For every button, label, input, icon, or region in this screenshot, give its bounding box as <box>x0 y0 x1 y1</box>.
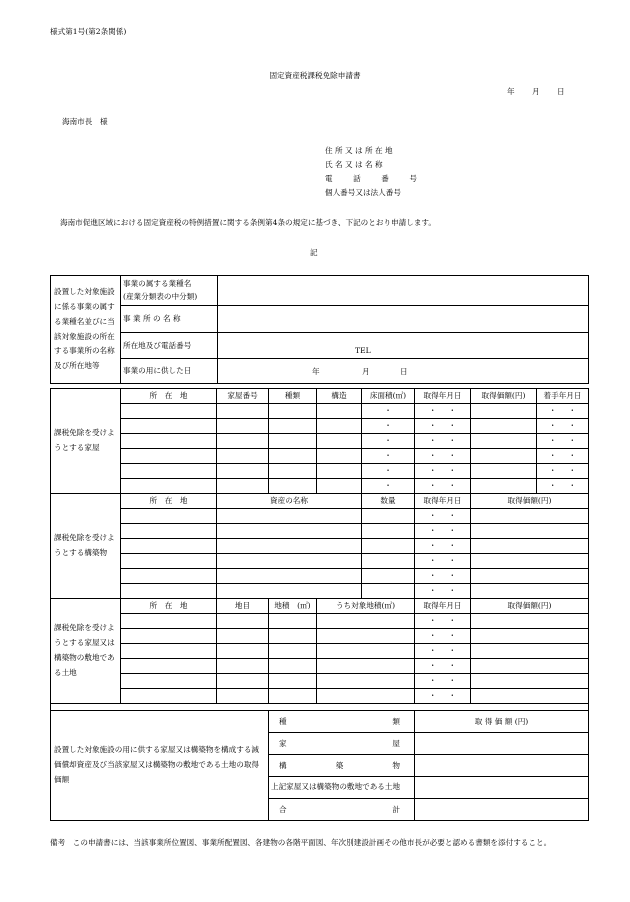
office-name-label: 事 業 所 の 名 称 <box>121 306 218 333</box>
date-year: 年 <box>507 87 515 96</box>
table-row: ・ ・ <box>51 674 589 689</box>
summary-structure-label: 構 築 物 <box>269 755 415 777</box>
service-date-label: 事業の用に供した日 <box>121 359 218 384</box>
service-month: 月 <box>362 367 370 376</box>
service-year: 年 <box>312 367 320 376</box>
location-phone-field[interactable] <box>218 333 589 359</box>
structures-header-quantity: 数量 <box>362 494 415 509</box>
houses-side-label: 課税免除を受けようとする家屋 <box>51 389 121 494</box>
facility-side-label: 設置した対象施設に係る事業の属する業種名並びに当該対象施設の所在する事業所の名称及び所在地等 <box>51 276 121 384</box>
table-row: ・ ・ ・ ・ ・ <box>51 449 589 464</box>
industry-label: 事業の属する業種名 (産業分類表の中分類) <box>121 276 218 306</box>
houses-header-floor-area: 床面積(㎡) <box>362 389 415 404</box>
location-phone-label: 所在地及び電話番号 <box>121 333 218 359</box>
summary-land-price[interactable] <box>415 777 589 799</box>
remarks: 備考 この申請書には、当該事業所位置図、事業所配置図、各建物の各階平面図、年次別建設計画その他市長が必要と認める書類を添付すること。 <box>50 838 552 847</box>
addressee: 海南市長 様 <box>62 117 108 126</box>
houses-header-kind: 種類 <box>269 389 317 404</box>
table-row: ・ ・ <box>51 644 589 659</box>
table-row: ・ ・ ・ ・ ・ <box>51 464 589 479</box>
applicant-id-label: 個人番号又は法人番号 <box>325 188 401 197</box>
applicant-phone-label: 電 話 番 号 <box>325 174 417 183</box>
structures-header-location: 所 在 地 <box>121 494 217 509</box>
date-day: 日 <box>557 87 565 96</box>
structures-header-acq-date: 取得年月日 <box>415 494 471 509</box>
intro-text: 海南市促進区域における固定資産税の特例措置に関する条例第4条の規定に基づき、下記のとおり申請します。 <box>60 218 437 227</box>
office-name-field[interactable] <box>218 306 589 333</box>
summary-structure-price[interactable] <box>415 755 589 777</box>
land-header-acq-date: 取得年月日 <box>415 599 471 614</box>
table-row: ・ ・ ・ ・ ・ <box>51 479 589 494</box>
spacer-row <box>51 704 589 711</box>
table-row: ・ ・ ・ ・ ・ <box>51 404 589 419</box>
land-header-acq-price: 取得価額(円) <box>471 599 589 614</box>
asset-table <box>50 388 589 821</box>
summary-house-label: 家 屋 <box>269 733 415 755</box>
facility-table <box>50 275 589 384</box>
table-row: ・ ・ <box>51 509 589 524</box>
industry-field[interactable] <box>218 276 589 306</box>
houses-header-acq-date: 取得年月日 <box>415 389 471 404</box>
summary-header-type: 種 類 <box>269 711 415 733</box>
houses-header-location: 所 在 地 <box>121 389 217 404</box>
table-row: ・ ・ <box>51 659 589 674</box>
service-date-field[interactable] <box>218 359 589 384</box>
table-row: ・ ・ <box>51 554 589 569</box>
summary-side-label: 設置した対象施設の用に供する家屋又は構築物を構成する減価償却資産及び当該家屋又は構築物の敷地である土地の取得価額 <box>51 711 269 821</box>
houses-header-number: 家屋番号 <box>217 389 269 404</box>
table-row: ・ ・ ・ ・ ・ <box>51 419 589 434</box>
applicant-name-label: 氏 名 又 は 名 称 <box>325 160 383 169</box>
houses-header-acq-price: 取得価額(円) <box>471 389 537 404</box>
structures-header-asset-name: 資産の名称 <box>217 494 362 509</box>
land-side-label: 課税免除を受けようとする家屋又は構築物の敷地である土地 <box>51 599 121 704</box>
structures-side-label: 課税免除を受けようとする構築物 <box>51 494 121 599</box>
service-day: 日 <box>400 367 408 376</box>
summary-total-price[interactable] <box>415 799 589 821</box>
summary-total-label: 合 計 <box>269 799 415 821</box>
summary-header-price: 取 得 価 額 (円) <box>415 711 589 733</box>
land-header-area: 地積 (㎡) <box>269 599 317 614</box>
summary-land-label: 上記家屋又は構築物の敷地である土地 <box>269 777 415 799</box>
land-header-location: 所 在 地 <box>121 599 217 614</box>
table-row: ・ ・ <box>51 629 589 644</box>
tel-label: TEL <box>355 346 371 355</box>
form-number: 様式第1号(第2条関係) <box>50 27 127 36</box>
table-row: ・ ・ <box>51 524 589 539</box>
table-row: ・ ・ <box>51 539 589 554</box>
table-row: ・ ・ <box>51 614 589 629</box>
table-row: ・ ・ <box>51 689 589 704</box>
applicant-address-label: 住 所 又 は 所 在 地 <box>325 146 393 155</box>
table-row: ・ ・ ・ ・ ・ <box>51 434 589 449</box>
land-header-category: 地目 <box>217 599 269 614</box>
date-month: 月 <box>532 87 540 96</box>
table-row: ・ ・ <box>51 569 589 584</box>
table-row: ・ ・ <box>51 584 589 599</box>
summary-house-price[interactable] <box>415 733 589 755</box>
ki-label: 記 <box>310 248 318 257</box>
structures-header-acq-price: 取得価額(円) <box>471 494 589 509</box>
document-title: 固定資産税課税免除申請書 <box>269 71 361 80</box>
houses-header-start-date: 着手年月日 <box>537 389 589 404</box>
houses-header-structure: 構造 <box>317 389 362 404</box>
land-header-target-area: うち対象地積(㎡) <box>317 599 415 614</box>
